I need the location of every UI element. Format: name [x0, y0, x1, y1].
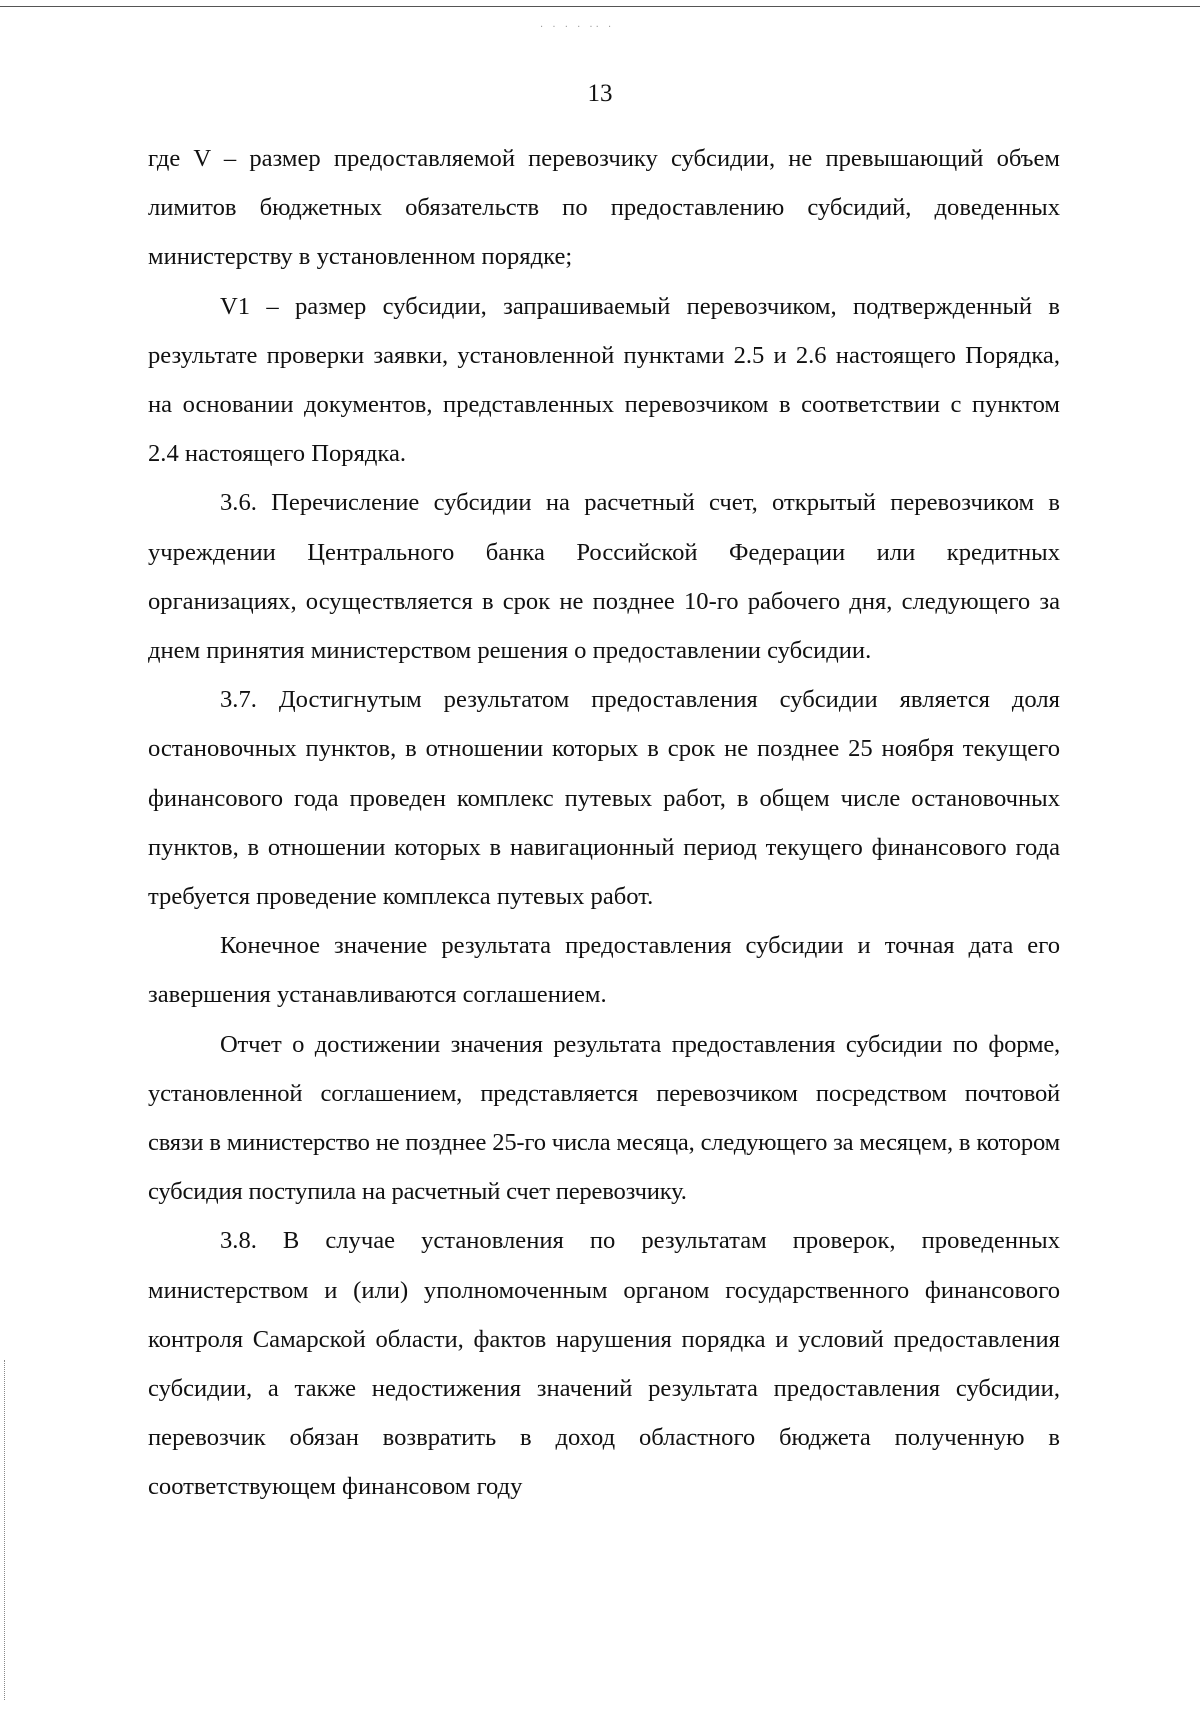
scan-margin-edge: [4, 1360, 5, 1700]
paragraph-report: Отчет о достижении значения результата предоставления субсидии по форме, установленной соглашением, представляется перевозчиком посредством почтовой связи в министерство не позднее 25-го числа месяца, следующего за месяцем, в котором субсидия поступила на расчетный счет перевозчику.: [148, 1030, 1060, 1206]
paragraph-3-8: 3.8. В случае установления по результатам проверок, проведенных министерством и (или) уполномоченным органом государственного финансового контроля Самарской области, фактов нарушения порядка и условий предоставления субсидии, а также недостижения значений результата предоставления субсидии, перевозчик обязан возвратить в доход областного бюджета полученную в соответствующем финансовом году: [148, 1227, 1060, 1501]
document-body: [148, 134, 1060, 1512]
paragraph-final-value: Конечное значение результата предоставления субсидии и точная дата его завершения устанавливаются соглашением.: [148, 932, 1060, 1009]
paragraph-v1-definition: V1 – размер субсидии, запрашиваемый перевозчиком, подтвержденный в результате проверки заявки, установленной пунктами 2.5 и 2.6 настоящего Порядка, на основании документов, представленных перевозчиком в соответствии с пунктом 2.4 настоящего Порядка.: [148, 292, 1060, 468]
paragraph-3-7: 3.7. Достигнутым результатом предоставления субсидии является доля остановочных пунктов, в отношении которых в срок не позднее 25 ноября текущего финансового года проведен комплекс путевых работ, в общем числе остановочных пунктов, в отношении которых в навигационный период текущего финансового года требуется проведение комплекса путевых работ.: [148, 686, 1060, 911]
scan-artifact: · · · · ·· ·: [540, 22, 615, 33]
page-number: 13: [587, 80, 613, 107]
top-scan-edge-line: [0, 6, 1200, 7]
paragraph-v-definition: где V – размер предоставляемой перевозчику субсидии, не превышающий объем лимитов бюджетных обязательств по предоставлению субсидий, доведенных министерству в установленном порядке;: [148, 145, 1060, 271]
paragraph-3-6: 3.6. Перечисление субсидии на расчетный счет, открытый перевозчиком в учреждении Центрального банка Российской Федерации или кредитных организациях, осуществляется в срок не позднее 10-го рабочего дня, следующего за днем принятия министерством решения о предоставлении субсидии.: [148, 489, 1060, 665]
